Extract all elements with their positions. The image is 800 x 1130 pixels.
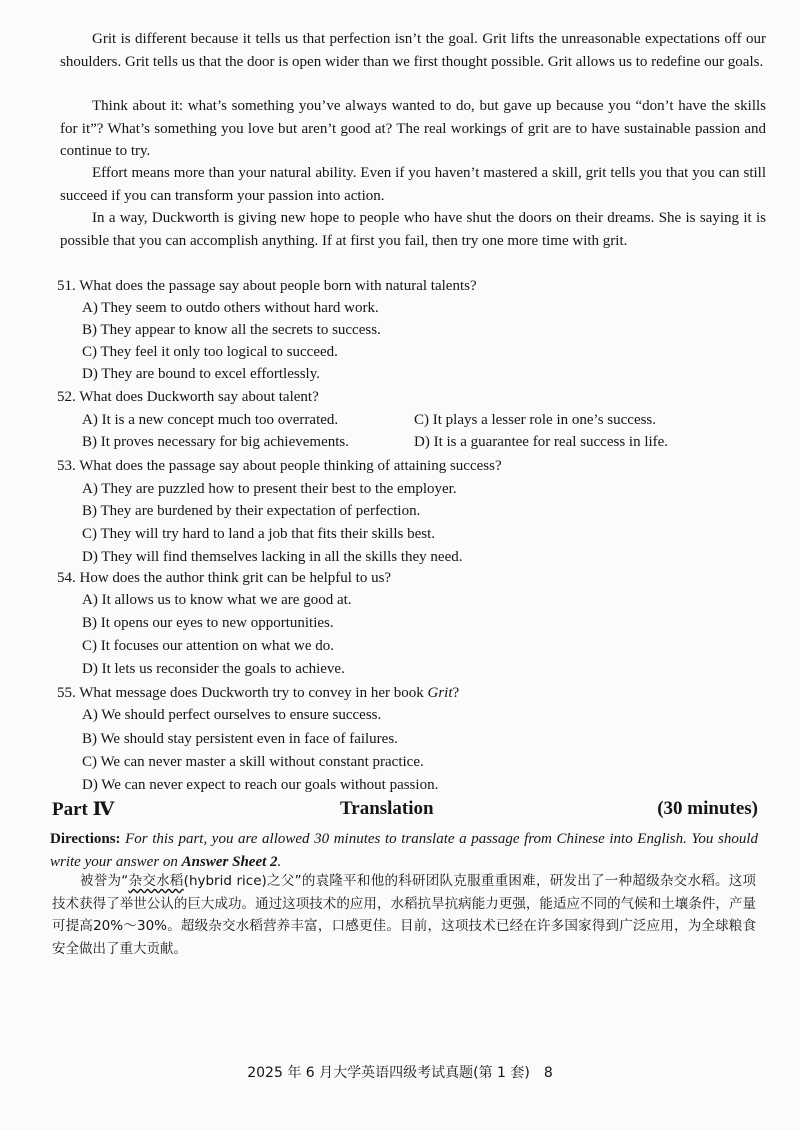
chinese-passage-body: (hybrid rice)之父”的袁隆平和他的科研团队克服重重困难，研发出了一种超级杂交水稻。这项技术获得了举世公认的巨大成功。通过这项技术的应用，水稻抗旱抗病能力更强，能适应不同的气候和土壤条件，产量可提高20%～30%。超级杂交水稻营养丰富，口感更佳。目前，这项技术已经在许多国家得到广泛应用，为全球粮食安全做出了重大贡献。	[52, 873, 756, 957]
question-55-stem-text: 55. What message does Duckworth try to convey in her book	[57, 685, 428, 701]
directions-text: For this part, you are allowed 30 minutes to translate a passage from Chinese into English. You should write your answer on	[50, 831, 758, 870]
book-title: Grit	[427, 685, 453, 701]
question-53-option-c: C) They will try hard to land a job that fits their skills best.	[82, 526, 436, 542]
part-time-limit: (30 minutes)	[657, 798, 758, 819]
question-51-option-a: A) They seem to outdo others without hard work.	[82, 300, 379, 316]
question-52-option-c: C) It plays a lesser role in one’s success.	[414, 412, 657, 428]
question-51-option-d: D) They are bound to excel effortlessly.	[82, 366, 320, 382]
passage-paragraph-1: Grit is different because it tells us that perfection isn’t the goal. Grit lifts the unreasonable expectations off our shoulders. Grit tells us that the door is open wider than we first thought possible. Grit allows us to redefine our goals.	[60, 31, 766, 70]
part-title: Translation	[340, 798, 434, 819]
passage-paragraph-3: Effort means more than your natural ability. Even if you haven’t mastered a skill, grit tells you that you can still succeed if you can transform your passion into action.	[60, 165, 766, 204]
part-number: Part Ⅳ	[52, 799, 115, 820]
question-53-stem: 53. What does the passage say about people thinking of attaining success?	[57, 458, 502, 474]
question-52-stem: 52. What does Duckworth say about talent?	[57, 389, 319, 405]
directions-label: Directions:	[50, 831, 121, 847]
question-54-stem: 54. How does the author think grit can be helpful to us?	[57, 570, 392, 586]
directions	[50, 828, 758, 874]
question-52-row-1	[82, 409, 772, 432]
part-heading	[52, 798, 758, 826]
chinese-key-term: 杂交水稻	[128, 873, 184, 889]
question-55-stem-end: ?	[452, 685, 460, 701]
chinese-passage	[52, 870, 756, 960]
directions-end: .	[277, 854, 282, 870]
passage-paragraph-2: Think about it: what’s something you’ve always wanted to do, but gave up because you “don’t have the skills for it”? What’s something you love but aren’t good at? The real workings of grit are to have sustainable passion and continue to try.	[60, 98, 766, 159]
answer-sheet-name: Answer Sheet 2	[181, 854, 278, 870]
question-54-option-b: B) It opens our eyes to new opportunities.	[82, 615, 334, 631]
question-52-option-a: A) It is a new concept much too overrated.	[82, 412, 339, 428]
page-footer: 2025 年 6 月大学英语四级考试真题(第 1 套) 8	[247, 1065, 553, 1081]
question-54-option-d: D) It lets us reconsider the goals to achieve.	[82, 661, 345, 677]
question-53-option-b: B) They are burdened by their expectation of perfection.	[82, 503, 421, 519]
question-51-option-c: C) They feel it only too logical to succeed.	[82, 344, 338, 360]
chinese-passage-lead: 被誉为“	[80, 873, 129, 889]
question-55-stem	[57, 682, 769, 705]
question-52-option-b: B) It proves necessary for big achievements.	[82, 434, 349, 450]
question-54-option-c: C) It focuses our attention on what we do.	[82, 638, 335, 654]
question-52-option-d: D) It is a guarantee for real success in life.	[414, 434, 669, 450]
question-55-option-b: B) We should stay persistent even in face of failures.	[82, 731, 398, 747]
question-54-option-a: A) It allows us to know what we are good at.	[82, 592, 352, 608]
question-55-option-d: D) We can never expect to reach our goals without passion.	[82, 777, 439, 793]
passage-paragraph-4: In a way, Duckworth is giving new hope to people who have shut the doors on their dreams. She is saying it is possible that you can accomplish anything. If at first you fail, then try one more time with grit.	[60, 210, 766, 249]
question-51-stem: 51. What does the passage say about people born with natural talents?	[57, 278, 477, 294]
question-55-option-c: C) We can never master a skill without constant practice.	[82, 754, 424, 770]
question-52-row-2	[82, 431, 772, 454]
question-53-option-d: D) They will find themselves lacking in all the skills they need.	[82, 549, 463, 565]
question-53-option-a: A) They are puzzled how to present their best to the employer.	[82, 481, 457, 497]
question-55-option-a: A) We should perfect ourselves to ensure success.	[82, 707, 382, 723]
question-51-option-b: B) They appear to know all the secrets to success.	[82, 322, 381, 338]
